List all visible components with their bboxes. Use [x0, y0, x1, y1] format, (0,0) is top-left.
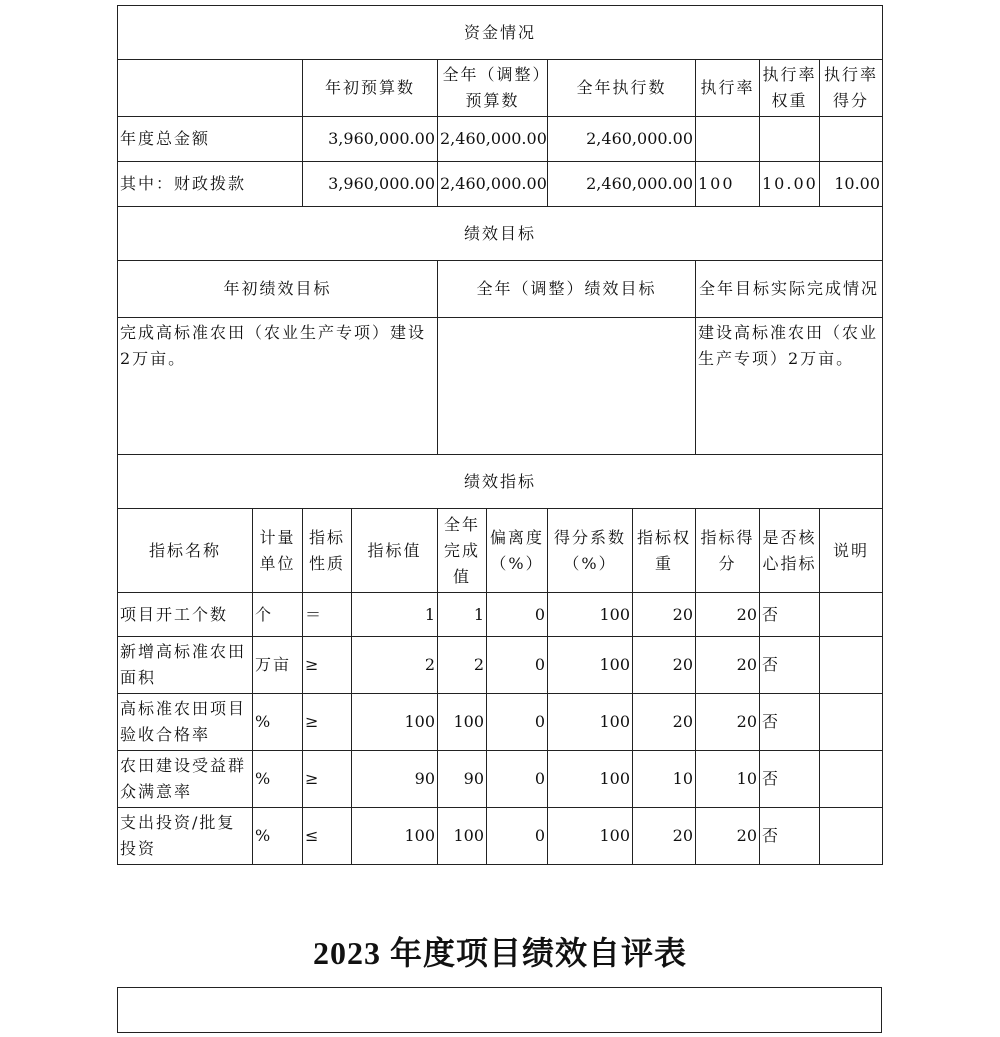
indicator-coefficient: 100	[548, 593, 633, 637]
indicator-row	[118, 694, 883, 751]
header-core-indicator: 是否核心指标	[760, 509, 820, 593]
funds-row-label: 年度总金额	[118, 117, 303, 162]
funds-row-weight	[760, 117, 820, 162]
indicator-row	[118, 593, 883, 637]
indicator-nature: ＝	[303, 593, 352, 637]
page-break	[117, 866, 883, 926]
indicator-core: 否	[760, 751, 820, 808]
funds-row-adjusted: 2,460,000.00	[438, 162, 548, 207]
indicator-coefficient: 100	[548, 694, 633, 751]
indicator-score: 20	[696, 593, 760, 637]
header-indicator-name: 指标名称	[118, 509, 253, 593]
indicator-completed: 2	[438, 637, 487, 694]
funds-row-rate: 100	[696, 162, 760, 207]
goals-section-title: 绩效目标	[118, 207, 883, 261]
indicator-unit: %	[253, 694, 303, 751]
funds-row-initial: 3,960,000.00	[303, 162, 438, 207]
indicator-deviation: 0	[487, 694, 548, 751]
indicator-name: 新增高标准农田面积	[118, 637, 253, 694]
funds-row-adjusted: 2,460,000.00	[438, 117, 548, 162]
header-coefficient: 得分系数（%）	[548, 509, 633, 593]
indicator-deviation: 0	[487, 808, 548, 865]
indicator-nature: ≤	[303, 808, 352, 865]
indicator-target: 2	[352, 637, 438, 694]
funds-row-label: 其中：财政拨款	[118, 162, 303, 207]
indicator-coefficient: 100	[548, 751, 633, 808]
self-evaluation-table	[117, 5, 883, 865]
header-initial-goal: 年初绩效目标	[118, 261, 438, 318]
indicator-weight: 20	[633, 593, 696, 637]
funds-row-initial: 3,960,000.00	[303, 117, 438, 162]
indicator-unit: 个	[253, 593, 303, 637]
header-deviation: 偏离度（%）	[487, 509, 548, 593]
indicator-row	[118, 808, 883, 865]
header-execution-rate: 执行率	[696, 60, 760, 117]
header-note: 说明	[820, 509, 883, 593]
indicator-nature: ≥	[303, 694, 352, 751]
indicator-weight: 20	[633, 694, 696, 751]
indicator-name: 高标准农田项目验收合格率	[118, 694, 253, 751]
indicators-section-title: 绩效指标	[118, 455, 883, 509]
header-indicator-score: 指标得分	[696, 509, 760, 593]
page-title: 2023 年度项目绩效自评表	[312, 935, 687, 971]
indicator-completed: 100	[438, 694, 487, 751]
indicator-note	[820, 694, 883, 751]
indicator-target: 1	[352, 593, 438, 637]
indicator-deviation: 0	[487, 637, 548, 694]
header-adjusted-goal: 全年（调整）绩效目标	[438, 261, 696, 318]
indicator-nature: ≥	[303, 751, 352, 808]
indicator-name: 项目开工个数	[118, 593, 253, 637]
indicator-weight: 10	[633, 751, 696, 808]
indicator-core: 否	[760, 808, 820, 865]
indicator-note	[820, 751, 883, 808]
funds-row	[118, 162, 883, 207]
funds-section-title: 资金情况	[118, 6, 883, 60]
indicator-coefficient: 100	[548, 637, 633, 694]
indicator-core: 否	[760, 694, 820, 751]
funds-row-executed: 2,460,000.00	[548, 117, 696, 162]
funds-row-score: 10.00	[820, 162, 883, 207]
funds-row-executed: 2,460,000.00	[548, 162, 696, 207]
indicator-weight: 20	[633, 637, 696, 694]
header-rate-score: 执行率得分	[820, 60, 883, 117]
indicator-core: 否	[760, 637, 820, 694]
header-nature: 指标性质	[303, 509, 352, 593]
header-adjusted-budget: 全年（调整）预算数	[438, 60, 548, 117]
indicator-completed: 100	[438, 808, 487, 865]
indicator-target: 90	[352, 751, 438, 808]
header-unit: 计量单位	[253, 509, 303, 593]
indicator-unit: 万亩	[253, 637, 303, 694]
indicator-score: 20	[696, 694, 760, 751]
indicator-completed: 90	[438, 751, 487, 808]
header-initial-budget: 年初预算数	[303, 60, 438, 117]
indicator-unit: %	[253, 751, 303, 808]
indicator-deviation: 0	[487, 593, 548, 637]
indicator-coefficient: 100	[548, 808, 633, 865]
funds-row	[118, 117, 883, 162]
header-rate-weight: 执行率权重	[760, 60, 820, 117]
indicator-target: 100	[352, 694, 438, 751]
indicator-target: 100	[352, 808, 438, 865]
adjusted-goal-text	[438, 318, 696, 455]
indicator-nature: ≥	[303, 637, 352, 694]
indicator-score: 10	[696, 751, 760, 808]
funds-row-score	[820, 117, 883, 162]
header-target-value: 指标值	[352, 509, 438, 593]
indicator-note	[820, 808, 883, 865]
funds-row-weight: 10.00	[760, 162, 820, 207]
indicator-deviation: 0	[487, 751, 548, 808]
funds-header-blank	[118, 60, 303, 117]
indicator-weight: 20	[633, 808, 696, 865]
next-page-table-top	[117, 987, 882, 1033]
header-actual-completion: 全年目标实际完成情况	[696, 261, 883, 318]
header-completed-value: 全年完成值	[438, 509, 487, 593]
indicator-core: 否	[760, 593, 820, 637]
funds-row-rate	[696, 117, 760, 162]
indicator-completed: 1	[438, 593, 487, 637]
indicator-name: 农田建设受益群众满意率	[118, 751, 253, 808]
indicator-score: 20	[696, 637, 760, 694]
actual-completion-text: 建设高标准农田（农业生产专项）2万亩。	[696, 318, 883, 455]
indicator-name: 支出投资/批复投资	[118, 808, 253, 865]
header-full-year-execution: 全年执行数	[548, 60, 696, 117]
indicator-row	[118, 637, 883, 694]
initial-goal-text: 完成高标准农田（农业生产专项）建设2万亩。	[118, 318, 438, 455]
indicator-note	[820, 593, 883, 637]
indicator-score: 20	[696, 808, 760, 865]
indicator-note	[820, 637, 883, 694]
indicator-unit: %	[253, 808, 303, 865]
header-indicator-weight: 指标权重	[633, 509, 696, 593]
indicator-row	[118, 751, 883, 808]
